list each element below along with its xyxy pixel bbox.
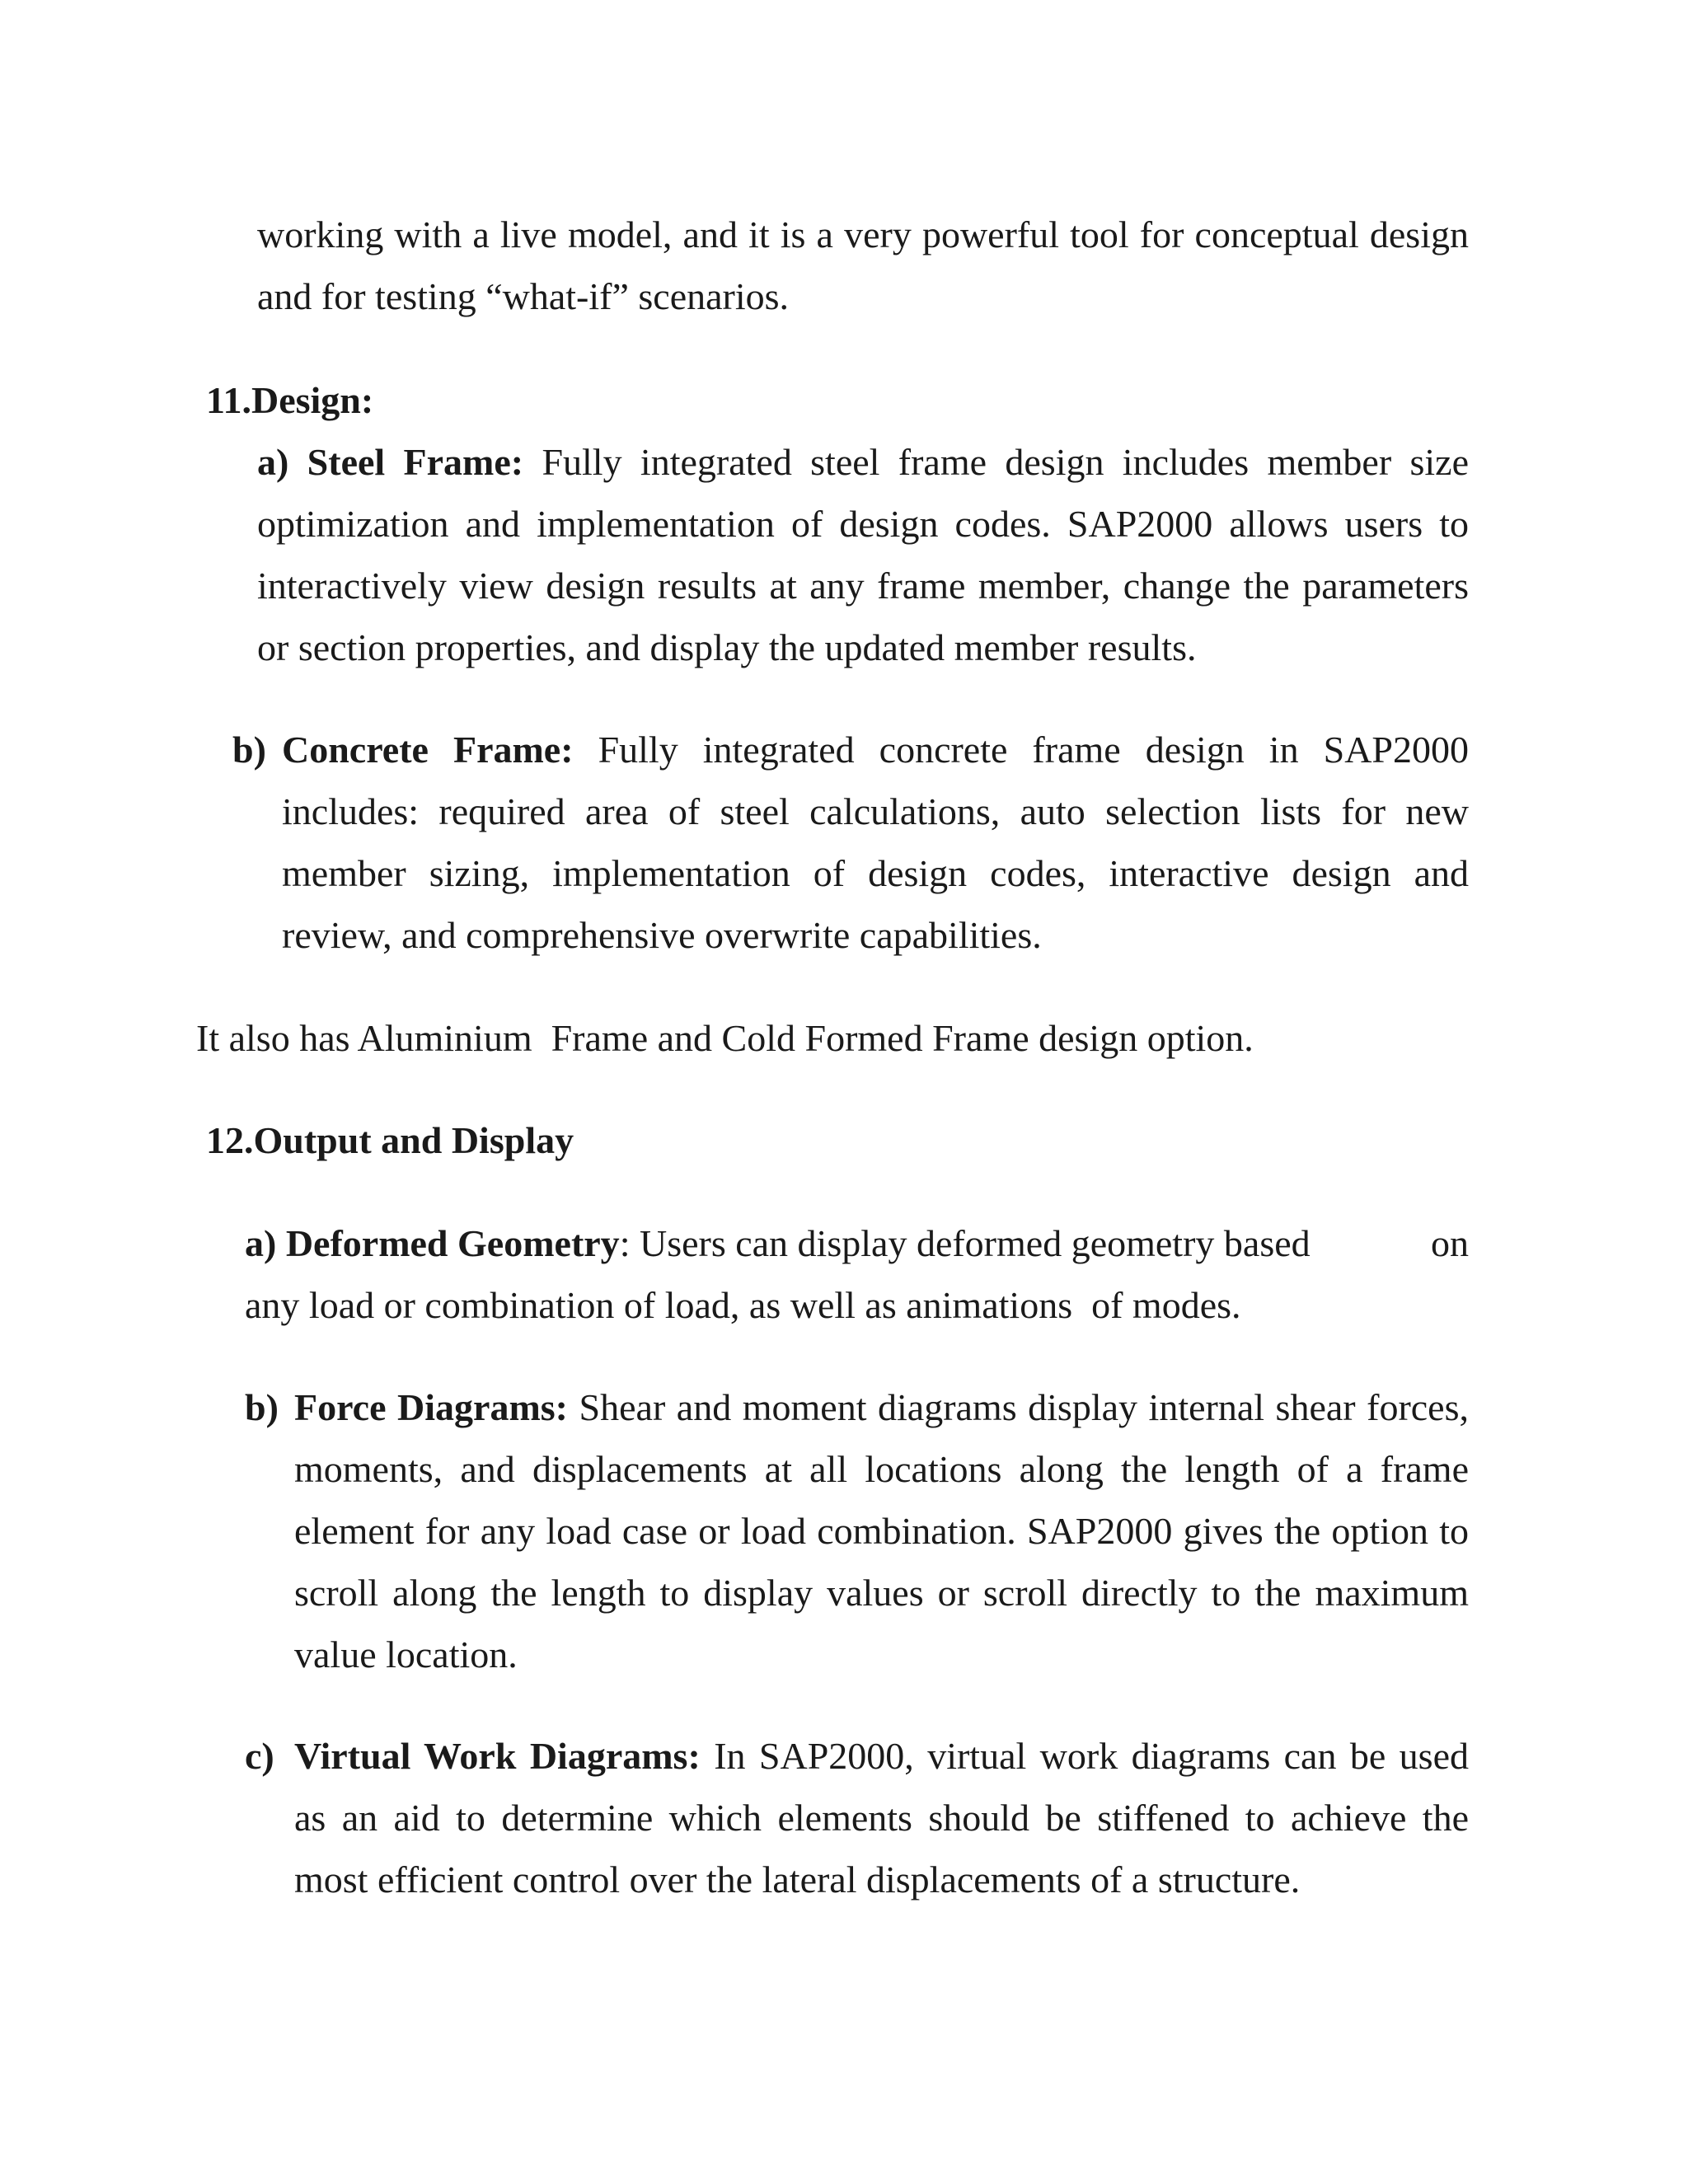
item-label: a) <box>257 441 289 483</box>
item-body <box>294 1376 1469 1685</box>
item-text: Shear and moment diagrams display internal shear forces, moments, and displacements at all locations along the length of a frame element for any load case or load combination. SAP2000 gives the option to scroll along the length to display values or scroll directly to the maximum value location. <box>294 1386 1469 1675</box>
item-label: b) <box>245 1386 279 1428</box>
section-12-item-a <box>245 1212 1469 1336</box>
item-term: Concrete Frame: <box>282 729 574 771</box>
section-11-number: 11. <box>206 379 251 421</box>
item-line-1 <box>245 1212 1469 1274</box>
section-11-item-a <box>257 431 1469 678</box>
section-12-heading <box>206 1109 574 1171</box>
item-term: Steel Frame: <box>307 441 524 483</box>
item-text: Fully integrated concrete frame design in SAP2000 includes: required area of steel calculations, auto selection lists for new member sizing, implementation of design codes, interactive design and review, and comprehensive overwrite capabilities. <box>282 729 1469 956</box>
item-line-2 <box>245 1274 1469 1336</box>
item-text-2: any load or combination of load, as well as animations of modes. <box>245 1284 1241 1326</box>
item-text: In SAP2000, virtual work diagrams can be used as an aid to determine which elements should be stiffened to achieve the most efficient control over the lateral displacements of a structure. <box>294 1735 1469 1900</box>
section-12-title: Output and Display <box>253 1119 574 1161</box>
section-11-note <box>196 1007 1254 1069</box>
section-11-heading <box>206 369 373 431</box>
item-label: a) <box>245 1222 277 1264</box>
item-term: Virtual Work Diagrams: <box>294 1735 701 1777</box>
item-term: Force Diagrams: <box>294 1386 568 1428</box>
item-body <box>282 719 1469 966</box>
item-term: Deformed Geometry <box>285 1222 620 1264</box>
item-tail: on <box>1431 1222 1469 1264</box>
item-text: Fully integrated steel frame design includes member size optimization and implementation of design codes. SAP2000 allows users to interactively view design results at any frame member, change the parameters or section properties, and display the updated member results. <box>257 441 1470 668</box>
intro-text: working with a live model, and it is a very powerful tool for conceptual design and for testing “what-if” scenarios. <box>257 213 1469 317</box>
item-label: b) <box>232 729 266 771</box>
item-body <box>294 1725 1469 1910</box>
item-text: : Users can display deformed geometry based <box>619 1222 1311 1264</box>
note-text: It also has Aluminium Frame and Cold Formed Frame design option. <box>196 1017 1254 1059</box>
intro-paragraph <box>257 204 1469 327</box>
section-12-number: 12. <box>206 1119 254 1161</box>
section-11-title: Design: <box>251 379 374 421</box>
item-label: c) <box>245 1735 274 1777</box>
